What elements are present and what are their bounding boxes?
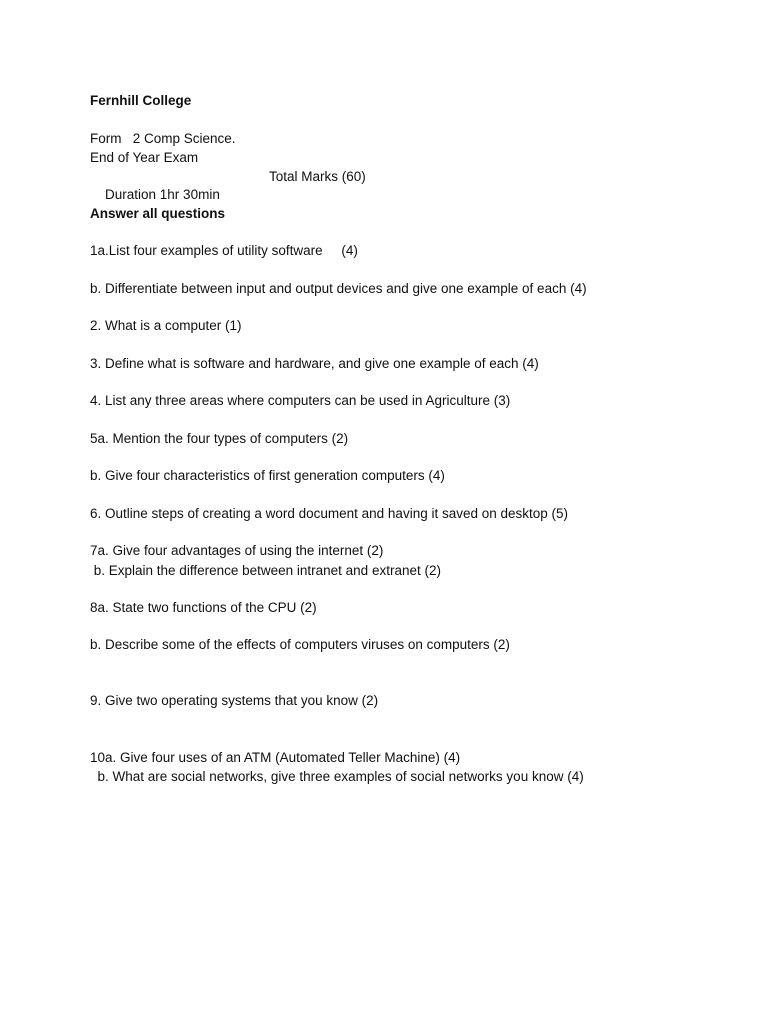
question-9: 9. Give two operating systems that you know (2) <box>90 693 379 708</box>
question-7a: 7a. Give four advantages of using the internet (2) <box>90 543 384 558</box>
question-5a: 5a. Mention the four types of computers (2) <box>90 431 349 446</box>
question-7b: b. Explain the difference between intranet and extranet (2) <box>90 563 441 578</box>
school-name: Fernhill College <box>90 93 192 108</box>
question-4: 4. List any three areas where computers can be used in Agriculture (3) <box>90 393 511 408</box>
duration: Duration 1hr 30min <box>105 187 220 202</box>
question-3: 3. Define what is software and hardware, and give one example of each (4) <box>90 356 539 371</box>
question-10a: 10a. Give four uses of an ATM (Automated Teller Machine) (4) <box>90 750 461 765</box>
question-1a: 1a.List four examples of utility software (4) <box>90 243 358 258</box>
exam-title: End of Year Exam <box>90 150 199 165</box>
question-6: 6. Outline steps of creating a word document and having it saved on desktop (5) <box>90 506 569 521</box>
question-10b: b. What are social networks, give three examples of social networks you know (4) <box>90 769 584 784</box>
form-subject: Form 2 Comp Science. <box>90 131 236 146</box>
question-2: 2. What is a computer (1) <box>90 318 242 333</box>
question-5b: b. Give four characteristics of first generation computers (4) <box>90 468 445 483</box>
question-1b: b. Differentiate between input and output devices and give one example of each (4) <box>90 281 587 296</box>
total-marks: Total Marks (60) <box>269 169 366 184</box>
question-8a: 8a. State two functions of the CPU (2) <box>90 600 317 615</box>
instruction: Answer all questions <box>90 206 226 221</box>
question-8b: b. Describe some of the effects of computers viruses on computers (2) <box>90 637 510 652</box>
